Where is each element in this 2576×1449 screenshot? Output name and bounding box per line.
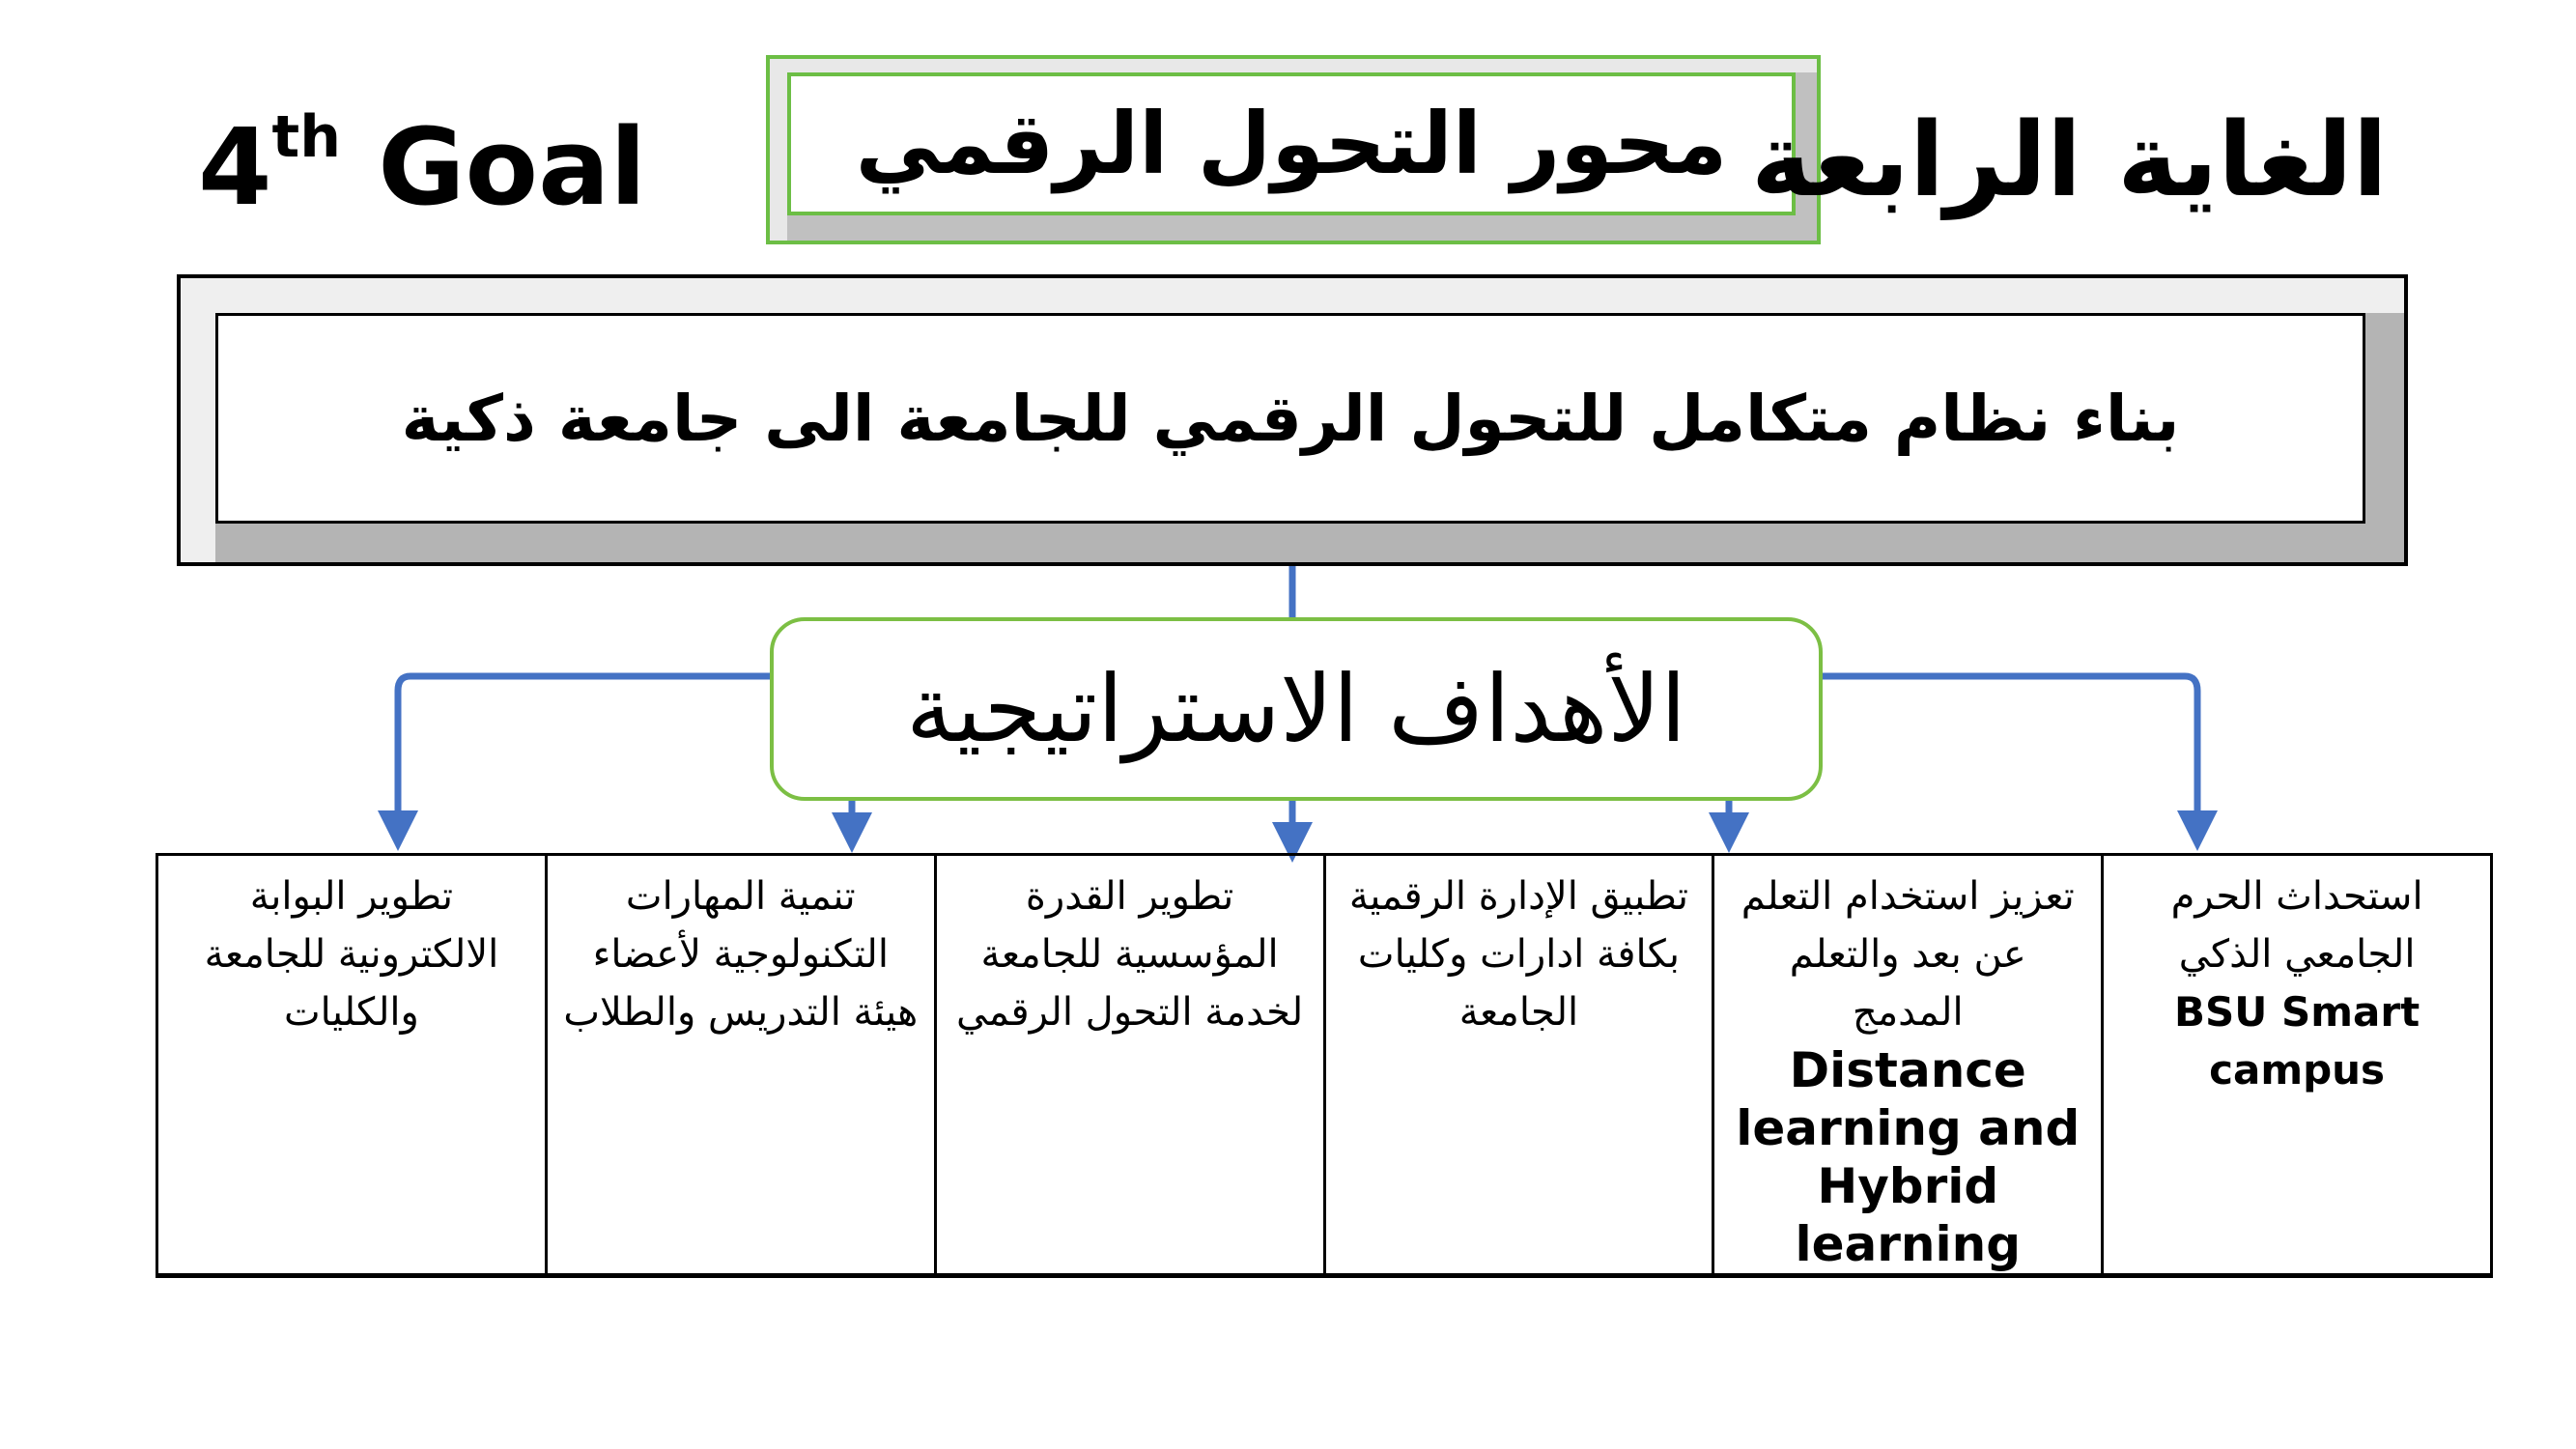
objective-1-arabic: استحداث الحرم الجامعي الذكي [2170, 874, 2423, 977]
strategic-objectives-box [770, 617, 1823, 801]
objective-5-arabic: تنمية المهارات التكنولوجية لأعضاء هيئة التدريس والطلاب [563, 874, 919, 1035]
objective-2-arabic: تعزيز استخدام التعلم عن بعد والتعلم المدمج [1741, 874, 2075, 1035]
objective-cell-3 [1324, 855, 1713, 1276]
objective-cell-6 [157, 855, 547, 1276]
objective-cell-1 [2103, 855, 2492, 1276]
objective-cell-2 [1713, 855, 2103, 1276]
goal-label-arabic: الغاية الرابعة [1750, 100, 2388, 219]
axis-title: محور التحول الرقمي [855, 94, 1728, 193]
objective-3-arabic: تطبيق الإدارة الرقمية بكافة ادارات وكليات الجامعة [1348, 874, 1688, 1035]
objective-4-arabic: تطوير القدرة المؤسسية للجامعة لخدمة التحول الرقمي [956, 874, 1304, 1035]
objective-cell-5 [546, 855, 935, 1276]
connector-left-branch [398, 676, 770, 831]
objective-6-arabic: تطوير البوابة الالكترونية للجامعة والكليات [204, 874, 499, 1035]
objective-1-english: BSU Smart campus [2174, 988, 2420, 1094]
goal-ordinal-suffix: th [271, 103, 341, 171]
connector-right-branch [1823, 676, 2197, 831]
strategic-objectives-title: الأهداف الاستراتيجية [906, 655, 1686, 763]
objectives-row [157, 855, 2492, 1276]
goal-word: Goal [378, 105, 647, 229]
objectives-table [156, 853, 2493, 1278]
vision-statement: بناء نظام متكامل للتحول الرقمي للجامعة الى جامعة ذكية [401, 381, 2180, 456]
objective-cell-4 [935, 855, 1324, 1276]
goal-number: 4 [198, 105, 272, 229]
objective-2-english: Distance learning and Hybrid learning [1736, 1042, 2081, 1272]
